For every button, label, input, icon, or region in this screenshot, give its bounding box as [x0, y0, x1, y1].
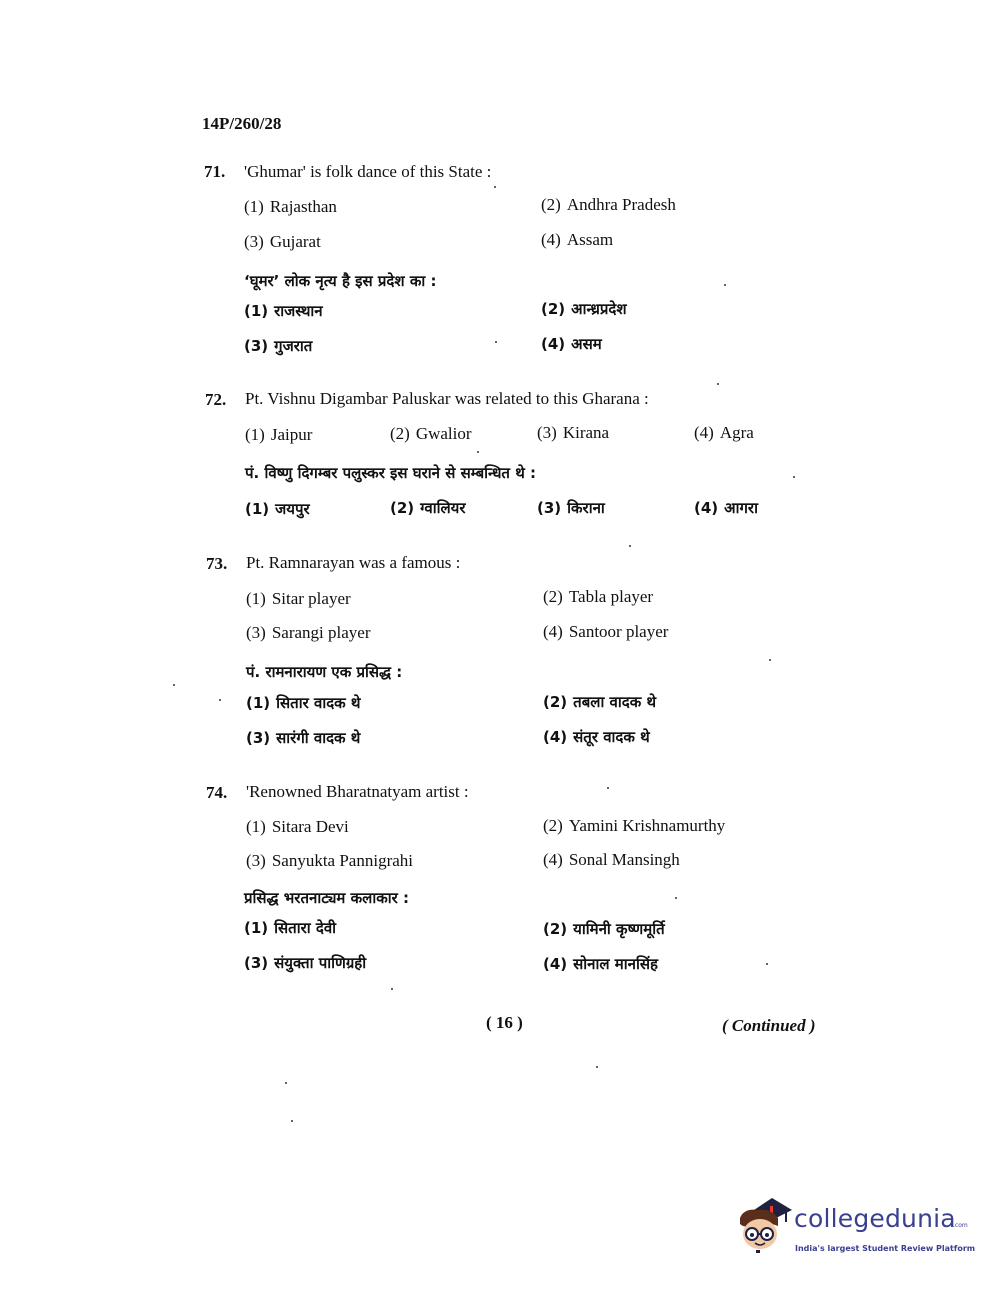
- scan-speck: [477, 451, 479, 453]
- option-3-hi: [244, 336, 312, 356]
- option-2-hi: [390, 498, 466, 518]
- option-2-hi: [541, 299, 627, 319]
- option-text: सितारा देवी: [274, 919, 337, 937]
- option-text: Sonal Mansingh: [568, 850, 680, 869]
- option-text: असम: [571, 335, 602, 353]
- option-text: Tabla player: [568, 587, 654, 606]
- option-number: (3): [244, 954, 269, 972]
- option-text: सितार वादक थे: [276, 694, 361, 712]
- scan-speck: [717, 383, 719, 385]
- scan-speck: [495, 341, 497, 343]
- scan-speck: [769, 659, 771, 661]
- question-text-en: Pt. Ramnarayan was a famous :: [246, 553, 461, 572]
- question-text-hi: प्रसिद्ध भरतनाट्यम कलाकार :: [244, 889, 409, 907]
- option-number: (3): [244, 337, 269, 355]
- brand-suffix: .com: [953, 1222, 968, 1229]
- option-4-en: [543, 850, 680, 870]
- option-text: Sitar player: [271, 589, 351, 608]
- question-text-hi: ‘घूमर’ लोक नृत्य है इस प्रदेश का :: [244, 272, 437, 290]
- option-text: संयुक्ता पाणिग्रही: [274, 954, 367, 972]
- option-number: (2): [543, 920, 568, 938]
- option-number: (2): [541, 300, 566, 318]
- option-number: (2): [390, 424, 410, 443]
- scan-speck: [219, 699, 221, 701]
- option-text: किराना: [567, 499, 605, 517]
- option-number: (2): [543, 587, 563, 606]
- option-number: (1): [246, 589, 266, 608]
- option-number: (2): [543, 693, 568, 711]
- option-number: (3): [246, 623, 266, 642]
- option-text: आगरा: [724, 499, 758, 517]
- option-text: Sarangi player: [271, 623, 371, 642]
- option-text: Gwalior: [415, 424, 472, 443]
- scan-speck: [724, 284, 726, 286]
- option-3-hi: [537, 498, 605, 518]
- option-number: (4): [694, 499, 719, 517]
- question-number: 73.: [206, 554, 228, 573]
- option-number: (1): [244, 919, 269, 937]
- option-4-en: [543, 622, 668, 642]
- option-text: गुजरात: [274, 337, 313, 355]
- option-4-hi: [543, 954, 658, 974]
- brand-name: collegedunia: [794, 1204, 956, 1233]
- option-number: (1): [246, 694, 271, 712]
- option-2-en: [390, 424, 472, 444]
- option-3-en: [537, 423, 609, 443]
- option-text: Rajasthan: [269, 197, 337, 216]
- option-1-hi: [244, 918, 336, 938]
- option-text: Sanyukta Pannigrahi: [271, 851, 413, 870]
- option-number: (1): [244, 197, 264, 216]
- option-3-hi: [244, 953, 366, 973]
- option-4-hi: [694, 498, 758, 518]
- option-1-en: [244, 197, 337, 217]
- option-2-en: [541, 195, 676, 215]
- option-number: (4): [541, 230, 561, 249]
- option-number: (2): [543, 816, 563, 835]
- option-number: (3): [244, 232, 264, 251]
- option-text: Sitara Devi: [271, 817, 349, 836]
- scan-speck: [629, 545, 631, 547]
- scan-speck: [607, 787, 609, 789]
- option-number: (2): [541, 195, 561, 214]
- option-2-en: [543, 816, 725, 836]
- option-text: यामिनी कृष्णमूर्ति: [573, 920, 665, 938]
- option-1-en: [246, 817, 349, 837]
- option-3-hi: [246, 728, 360, 748]
- option-text: Gujarat: [269, 232, 321, 251]
- option-text: तबला वादक थे: [573, 693, 657, 711]
- option-2-hi: [543, 919, 665, 939]
- option-number: (1): [244, 302, 269, 320]
- option-number: (3): [537, 499, 562, 517]
- option-4-hi: [543, 727, 650, 747]
- option-text: Agra: [719, 423, 754, 442]
- option-text: ग्वालियर: [420, 499, 466, 517]
- option-number: (4): [543, 955, 568, 973]
- option-number: (3): [246, 851, 266, 870]
- option-3-en: [244, 232, 321, 252]
- option-1-en: [246, 589, 351, 609]
- scan-speck: [494, 186, 496, 188]
- question-number: 72.: [205, 390, 227, 409]
- page-number: ( 16 ): [486, 1013, 523, 1032]
- question-text-en: 'Ghumar' is folk dance of this State :: [244, 162, 492, 181]
- option-2-en: [543, 587, 653, 607]
- brand-tagline: India's largest Student Review Platform: [795, 1244, 976, 1253]
- continued-label: ( Continued ): [722, 1016, 816, 1035]
- option-4-en: [694, 423, 754, 443]
- option-4-hi: [541, 334, 602, 354]
- option-text: Santoor player: [568, 622, 669, 641]
- option-number: (4): [543, 850, 563, 869]
- scan-speck: [173, 684, 175, 686]
- option-number: (3): [246, 729, 271, 747]
- scan-speck: [766, 963, 768, 965]
- option-text: संतूर वादक थे: [573, 728, 650, 746]
- option-2-hi: [543, 692, 656, 712]
- option-text: Yamini Krishnamurthy: [568, 816, 726, 835]
- option-number: (1): [245, 425, 265, 444]
- option-number: (4): [694, 423, 714, 442]
- scan-speck: [285, 1082, 287, 1084]
- scan-speck: [675, 897, 677, 899]
- question-text-en: Pt. Vishnu Digambar Paluskar was related to this Gharana :: [245, 389, 649, 408]
- option-text: सोनाल मानसिंह: [573, 955, 658, 973]
- option-text: सारंगी वादक थे: [276, 729, 361, 747]
- option-number: (2): [390, 499, 415, 517]
- question-text-hi: पं. विष्णु दिगम्बर पलुस्कर इस घराने से सम्बन्धित थे :: [245, 464, 537, 482]
- option-number: (4): [543, 622, 563, 641]
- option-number: (3): [537, 423, 557, 442]
- option-text: राजस्थान: [274, 302, 323, 320]
- option-4-en: [541, 230, 613, 250]
- option-text: Assam: [566, 230, 614, 249]
- scan-speck: [391, 988, 393, 990]
- scan-speck: [291, 1120, 293, 1122]
- option-1-en: [245, 425, 312, 445]
- option-1-hi: [245, 499, 310, 519]
- question-number: 71.: [204, 162, 226, 181]
- scan-speck: [596, 1066, 598, 1068]
- option-number: (1): [246, 817, 266, 836]
- option-text: Kirana: [562, 423, 610, 442]
- option-text: जयपुर: [275, 500, 310, 518]
- paper-code: 14P/260/28: [202, 114, 282, 133]
- option-number: (1): [245, 500, 270, 518]
- question-text-hi: पं. रामनारायण एक प्रसिद्ध :: [246, 663, 403, 681]
- option-text: Andhra Pradesh: [566, 195, 676, 214]
- question-number: 74.: [206, 783, 228, 802]
- option-3-en: [246, 851, 413, 871]
- option-text: आन्ध्रप्रदेश: [571, 300, 627, 318]
- option-number: (4): [543, 728, 568, 746]
- option-1-hi: [244, 301, 323, 321]
- option-text: Jaipur: [270, 425, 313, 444]
- scan-speck: [793, 476, 795, 478]
- option-number: (4): [541, 335, 566, 353]
- option-1-hi: [246, 693, 361, 713]
- option-3-en: [246, 623, 370, 643]
- question-text-en: 'Renowned Bharatnatyam artist :: [246, 782, 469, 801]
